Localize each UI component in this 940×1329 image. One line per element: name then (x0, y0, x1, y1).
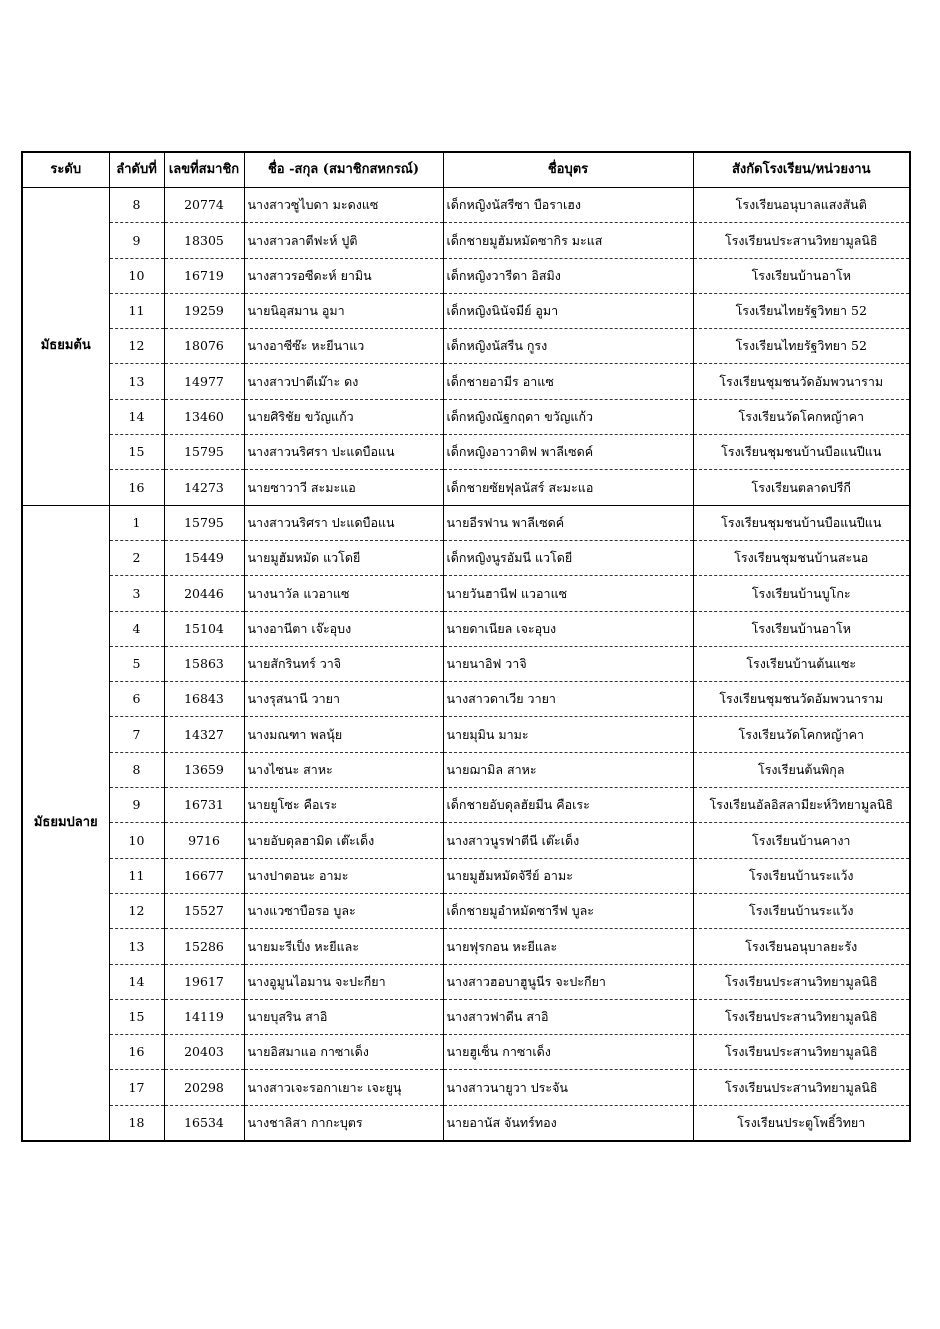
member-no-cell: 14119 (164, 999, 244, 1034)
member-name-cell: นางแวซาบือรอ บูละ (244, 893, 443, 928)
member-no-cell: 13460 (164, 399, 244, 434)
table-row (22, 435, 910, 470)
child-name-cell: นางสาวฟาดีน สาอิ (443, 999, 693, 1034)
school-cell: โรงเรียนตลาดปรีกี (693, 470, 910, 505)
order-cell: 5 (109, 646, 164, 681)
member-name-cell: นางชาลิสา กากะบุตร (244, 1105, 443, 1141)
member-name-cell: นางสาวปาตีเม๊าะ ดง (244, 364, 443, 399)
child-name-cell: นายอานัส จันทร์ทอง (443, 1105, 693, 1141)
school-cell: โรงเรียนบ้านคางา (693, 823, 910, 858)
child-name-cell: เด็กชายอับดุลฮัยมีน คือเระ (443, 788, 693, 823)
member-name-cell: นางอูมูนไอมาน จะปะกียา (244, 964, 443, 999)
school-cell: โรงเรียนชุมชนบ้านสะนอ (693, 540, 910, 575)
member-no-cell: 16534 (164, 1105, 244, 1141)
member-name-cell: นายยูโซะ คือเระ (244, 788, 443, 823)
table-row (22, 258, 910, 293)
school-cell: โรงเรียนอัลอิสลามียะห์วิทยามูลนิธิ (693, 788, 910, 823)
school-cell: โรงเรียนประสานวิทยามูลนิธิ (693, 223, 910, 258)
table-row (22, 399, 910, 434)
member-name-cell: นางไซนะ สาหะ (244, 752, 443, 787)
member-no-cell: 15795 (164, 505, 244, 540)
member-name-cell: นายบุสริน สาอิ (244, 999, 443, 1034)
order-cell: 9 (109, 788, 164, 823)
child-name-cell: เด็กหญิงนูรอัมนี แวโดยี (443, 540, 693, 575)
member-no-cell: 9716 (164, 823, 244, 858)
child-name-cell: เด็กหญิงนัสรีซา บือราเฮง (443, 188, 693, 223)
order-cell: 10 (109, 258, 164, 293)
order-cell: 13 (109, 929, 164, 964)
member-name-cell: นายซาวาวี สะมะแอ (244, 470, 443, 505)
order-cell: 11 (109, 293, 164, 328)
member-name-cell: นายนิอุสมาน อูมา (244, 293, 443, 328)
order-cell: 6 (109, 682, 164, 717)
school-cell: โรงเรียนชุมชนวัดอัมพวนาราม (693, 364, 910, 399)
table-row (22, 576, 910, 611)
member-no-cell: 15863 (164, 646, 244, 681)
school-cell: โรงเรียนชุมชนวัดอัมพวนาราม (693, 682, 910, 717)
member-name-cell: นายมูฮัมหมัด แวโดยี (244, 540, 443, 575)
child-name-cell: เด็กหญิงวารีดา อิสมิง (443, 258, 693, 293)
member-no-cell: 20298 (164, 1070, 244, 1105)
order-cell: 4 (109, 611, 164, 646)
member-no-cell: 18076 (164, 329, 244, 364)
scholarship-table (21, 151, 911, 1142)
level-cell: มัธยมปลาย (22, 505, 109, 1141)
school-cell: โรงเรียนประสานวิทยามูลนิธิ (693, 1035, 910, 1070)
child-name-cell: เด็กชายมูอำหมัดซารีฟ บูละ (443, 893, 693, 928)
member-no-cell: 20774 (164, 188, 244, 223)
school-cell: โรงเรียนชุมชนบ้านบือแนปีแน (693, 435, 910, 470)
table-row (22, 188, 910, 223)
order-cell: 8 (109, 752, 164, 787)
order-cell: 3 (109, 576, 164, 611)
member-no-cell: 15449 (164, 540, 244, 575)
table-row (22, 223, 910, 258)
child-name-cell: เด็กชายอามีร อาแซ (443, 364, 693, 399)
child-name-cell: นายอีรฟาน พาลีเซดค์ (443, 505, 693, 540)
child-name-cell: เด็กชายมูฮัมหมัดซากิร มะแส (443, 223, 693, 258)
member-no-cell: 16677 (164, 858, 244, 893)
member-no-cell: 15795 (164, 435, 244, 470)
child-name-cell: นายวันฮานีฟ แวอาแซ (443, 576, 693, 611)
member-name-cell: นางสาวรอซีดะห์ ยามิน (244, 258, 443, 293)
school-cell: โรงเรียนประสานวิทยามูลนิธิ (693, 1070, 910, 1105)
member-no-cell: 14273 (164, 470, 244, 505)
order-cell: 8 (109, 188, 164, 223)
school-cell: โรงเรียนประตูโพธิ์วิทยา (693, 1105, 910, 1141)
member-name-cell: นายสักรินทร์ วาจิ (244, 646, 443, 681)
member-name-cell: นางปาตอนะ อามะ (244, 858, 443, 893)
child-name-cell: นายฌามิล สาหะ (443, 752, 693, 787)
school-cell: โรงเรียนบ้านอาโห (693, 258, 910, 293)
table-row (22, 1070, 910, 1105)
order-cell: 15 (109, 435, 164, 470)
table-row (22, 293, 910, 328)
order-cell: 15 (109, 999, 164, 1034)
child-name-cell: เด็กหญิงอาวาติฟ พาลีเซดค์ (443, 435, 693, 470)
member-name-cell: นางสาวนริศรา ปะแดบือแน (244, 505, 443, 540)
order-cell: 13 (109, 364, 164, 399)
member-name-cell: นายอับดุลฮามิด เต๊ะเด็ง (244, 823, 443, 858)
order-cell: 7 (109, 717, 164, 752)
level-cell: มัธยมต้น (22, 188, 109, 506)
member-no-cell: 16719 (164, 258, 244, 293)
table-row (22, 611, 910, 646)
table-row (22, 364, 910, 399)
child-name-cell: นายดาเนียล เจะอุบง (443, 611, 693, 646)
member-name-cell: นางสาวซูไบดา มะดงแซ (244, 188, 443, 223)
order-cell: 14 (109, 399, 164, 434)
table-row (22, 858, 910, 893)
order-cell: 12 (109, 893, 164, 928)
member-name-cell: นายมะรีเป็ง หะยีและ (244, 929, 443, 964)
member-no-cell: 19259 (164, 293, 244, 328)
school-cell: โรงเรียนบ้านบูโกะ (693, 576, 910, 611)
table-row (22, 540, 910, 575)
table-row (22, 682, 910, 717)
child-name-cell: นายมูฮัมหมัดจัรีย์ อามะ (443, 858, 693, 893)
member-name-cell: นางมณฑา พลนุ้ย (244, 717, 443, 752)
order-cell: 9 (109, 223, 164, 258)
member-name-cell: นางสาวนริศรา ปะแดบือแน (244, 435, 443, 470)
header-school: สังกัดโรงเรียน/หน่วยงาน (693, 152, 910, 188)
school-cell: โรงเรียนบ้านอาโห (693, 611, 910, 646)
school-cell: โรงเรียนบ้านต้นแซะ (693, 646, 910, 681)
member-no-cell: 15104 (164, 611, 244, 646)
table-row (22, 999, 910, 1034)
member-name-cell: นายอิสมาแอ กาซาเด็ง (244, 1035, 443, 1070)
child-name-cell: เด็กชายซัยฟุลนัสร์ สะมะแอ (443, 470, 693, 505)
member-name-cell: นายศิริชัย ขวัญแก้ว (244, 399, 443, 434)
child-name-cell: นายฟุรกอน หะยีและ (443, 929, 693, 964)
school-cell: โรงเรียนชุมชนบ้านบือแนปีแน (693, 505, 910, 540)
member-no-cell: 20403 (164, 1035, 244, 1070)
school-cell: โรงเรียนไทยรัฐวิทยา 52 (693, 329, 910, 364)
school-cell: โรงเรียนประสานวิทยามูลนิธิ (693, 964, 910, 999)
member-no-cell: 15286 (164, 929, 244, 964)
child-name-cell: เด็กหญิงณัฐกฤดา ขวัญแก้ว (443, 399, 693, 434)
order-cell: 10 (109, 823, 164, 858)
header-order: ลำดับที่ (109, 152, 164, 188)
school-cell: โรงเรียนต้นพิกุล (693, 752, 910, 787)
school-cell: โรงเรียนวัดโคกหญ้าคา (693, 399, 910, 434)
school-cell: โรงเรียนอนุบาลยะรัง (693, 929, 910, 964)
table-row (22, 1105, 910, 1141)
order-cell: 12 (109, 329, 164, 364)
child-name-cell: นายมุมิน มามะ (443, 717, 693, 752)
member-no-cell: 16731 (164, 788, 244, 823)
table-row (22, 788, 910, 823)
order-cell: 18 (109, 1105, 164, 1141)
table-row (22, 470, 910, 505)
table-row (22, 893, 910, 928)
school-cell: โรงเรียนวัดโคกหญ้าคา (693, 717, 910, 752)
table-row (22, 505, 910, 540)
table-body (22, 188, 910, 1142)
table-row (22, 823, 910, 858)
table-row (22, 646, 910, 681)
member-name-cell: นางอาซีซ๊ะ หะยีนาแว (244, 329, 443, 364)
member-name-cell: นางสาวลาตีฟะห์ ปูติ (244, 223, 443, 258)
school-cell: โรงเรียนบ้านระแว้ง (693, 858, 910, 893)
member-name-cell: นางสาวเจะรอกาเยาะ เจะยูนุ (244, 1070, 443, 1105)
member-no-cell: 19617 (164, 964, 244, 999)
order-cell: 17 (109, 1070, 164, 1105)
header-child-name: ชื่อบุตร (443, 152, 693, 188)
table-row (22, 329, 910, 364)
member-name-cell: นางนาวัล แวอาแซ (244, 576, 443, 611)
school-cell: โรงเรียนบ้านระแว้ง (693, 893, 910, 928)
child-name-cell: นางสาวดาเวีย วายา (443, 682, 693, 717)
table-row (22, 1035, 910, 1070)
table-row (22, 964, 910, 999)
order-cell: 14 (109, 964, 164, 999)
header-level: ระดับ (22, 152, 109, 188)
child-name-cell: เด็กหญิงนัสรีน กูรง (443, 329, 693, 364)
child-name-cell: นายนาอิฟ วาจิ (443, 646, 693, 681)
scholarship-table-container (21, 151, 909, 1142)
order-cell: 2 (109, 540, 164, 575)
child-name-cell: นางสาวนูรฟาตีนี เต๊ะเด็ง (443, 823, 693, 858)
school-cell: โรงเรียนอนุบาลแสงสันติ (693, 188, 910, 223)
school-cell: โรงเรียนไทยรัฐวิทยา 52 (693, 293, 910, 328)
member-name-cell: นางรุสนานี วายา (244, 682, 443, 717)
table-row (22, 752, 910, 787)
child-name-cell: นายฮูเซ็น กาซาเด็ง (443, 1035, 693, 1070)
member-no-cell: 15527 (164, 893, 244, 928)
table-row (22, 929, 910, 964)
member-no-cell: 13659 (164, 752, 244, 787)
header-member-no: เลขที่สมาชิก (164, 152, 244, 188)
member-no-cell: 18305 (164, 223, 244, 258)
member-no-cell: 14977 (164, 364, 244, 399)
child-name-cell: เด็กหญิงนินัจมีย์ อูมา (443, 293, 693, 328)
school-cell: โรงเรียนประสานวิทยามูลนิธิ (693, 999, 910, 1034)
table-row (22, 717, 910, 752)
order-cell: 16 (109, 470, 164, 505)
order-cell: 16 (109, 1035, 164, 1070)
child-name-cell: นางสาวฮอบาฮูนูนีร จะปะกียา (443, 964, 693, 999)
member-no-cell: 14327 (164, 717, 244, 752)
order-cell: 1 (109, 505, 164, 540)
member-no-cell: 20446 (164, 576, 244, 611)
member-no-cell: 16843 (164, 682, 244, 717)
table-header-row (22, 152, 910, 188)
header-member-name: ชื่อ -สกุล (สมาชิกสหกรณ์) (244, 152, 443, 188)
member-name-cell: นางอานีตา เจ๊ะอุบง (244, 611, 443, 646)
order-cell: 11 (109, 858, 164, 893)
child-name-cell: นางสาวนายูวา ประจัน (443, 1070, 693, 1105)
